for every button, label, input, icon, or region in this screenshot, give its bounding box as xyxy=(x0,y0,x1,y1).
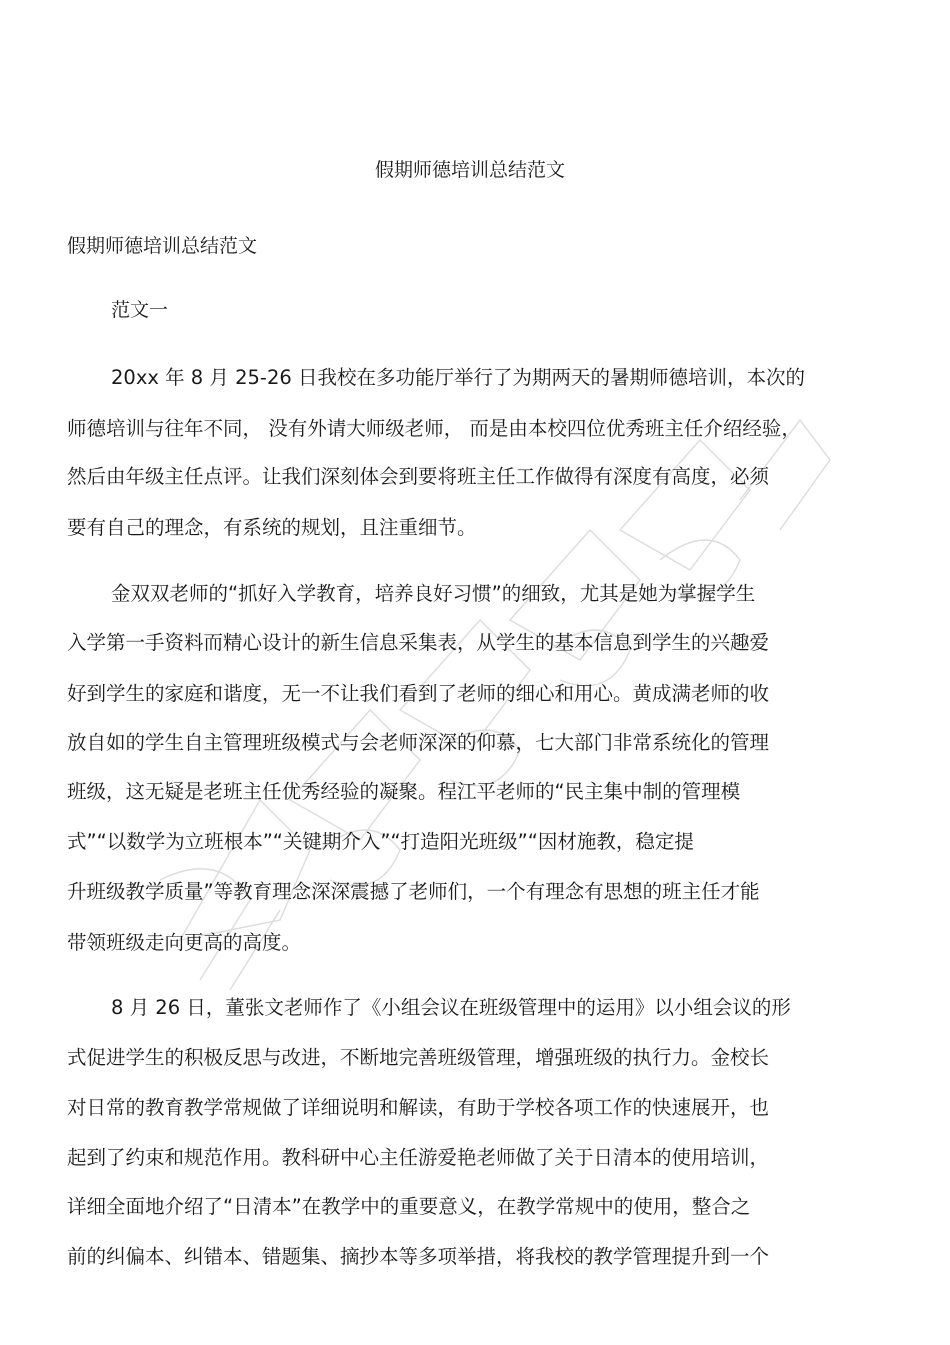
paragraph-line: 前的纠偏本、纠错本、错题集、摘抄本等多项举措，将我校的教学管理提升到一个 xyxy=(67,1245,770,1268)
page-title: 假期师德培训总结范文 xyxy=(374,159,565,181)
paragraph-line: 起到了约束和规范作用。教科研中心主任游爱艳老师做了关于日清本的使用培训， xyxy=(67,1146,770,1169)
paragraph-line: 对日常的教育教学常规做了详细说明和解读，有助于学校各项工作的快速展开，也 xyxy=(67,1096,770,1119)
paragraph-line: 20xx 年 8 月 25-26 日我校在多功能厅举行了为期两天的暑期师德培训，本次的 xyxy=(111,366,805,389)
section-label: 范文一 xyxy=(111,299,169,321)
paragraph-line: 详细全面地介绍了“日清本”在教学中的重要意义，在教学常规中的使用，整合之 xyxy=(67,1195,751,1218)
paragraph-line: 然后由年级主任点评。让我们深刻体会到要将班主任工作做得有深度有高度，必须 xyxy=(67,465,770,488)
document-subtitle: 假期师德培训总结范文 xyxy=(67,235,258,257)
paragraph-line: 入学第一手资料而精心设计的新生信息采集表，从学生的基本信息到学生的兴趣爱 xyxy=(67,631,770,654)
paragraph-line: 师德培训与往年不同， 没有外请大师级老师， 而是由本校四位优秀班主任介绍经验， xyxy=(67,417,801,440)
paragraph-line: 式促进学生的积极反思与改进，不断地完善班级管理，增强班级的执行力。金校长 xyxy=(67,1046,770,1069)
paragraph-line: 放自如的学生自主管理班级模式与会老师深深的仰慕，七大部门非常系统化的管理 xyxy=(67,731,770,754)
paragraph-line: 8 月 26 日，董张文老师作了《小组会议在班级管理中的运用》以小组会议的形 xyxy=(111,996,791,1019)
paragraph-line: 式”“以数学为立班根本”“关键期介入”“打造阳光班级”“因材施教，稳定提 xyxy=(67,830,694,853)
paragraph-line: 好到学生的家庭和谐度，无一不让我们看到了老师的细心和用心。黄成满老师的收 xyxy=(67,682,770,705)
paragraph-line: 要有自己的理念，有系统的规划，且注重细节。 xyxy=(67,516,477,539)
paragraph-line: 金双双老师的“抓好入学教育，培养良好习惯”的细致，尤其是她为掌握学生 xyxy=(111,582,756,605)
paragraph-line: 带领班级走向更高的高度。 xyxy=(67,931,302,954)
paragraph-line: 升班级教学质量”等教育理念深深震撼了老师们，一个有理念有思想的班主任才能 xyxy=(67,880,760,903)
paragraph-line: 班级，这无疑是老班主任优秀经验的凝聚。程江平老师的“民主集中制的管理模 xyxy=(67,780,741,803)
